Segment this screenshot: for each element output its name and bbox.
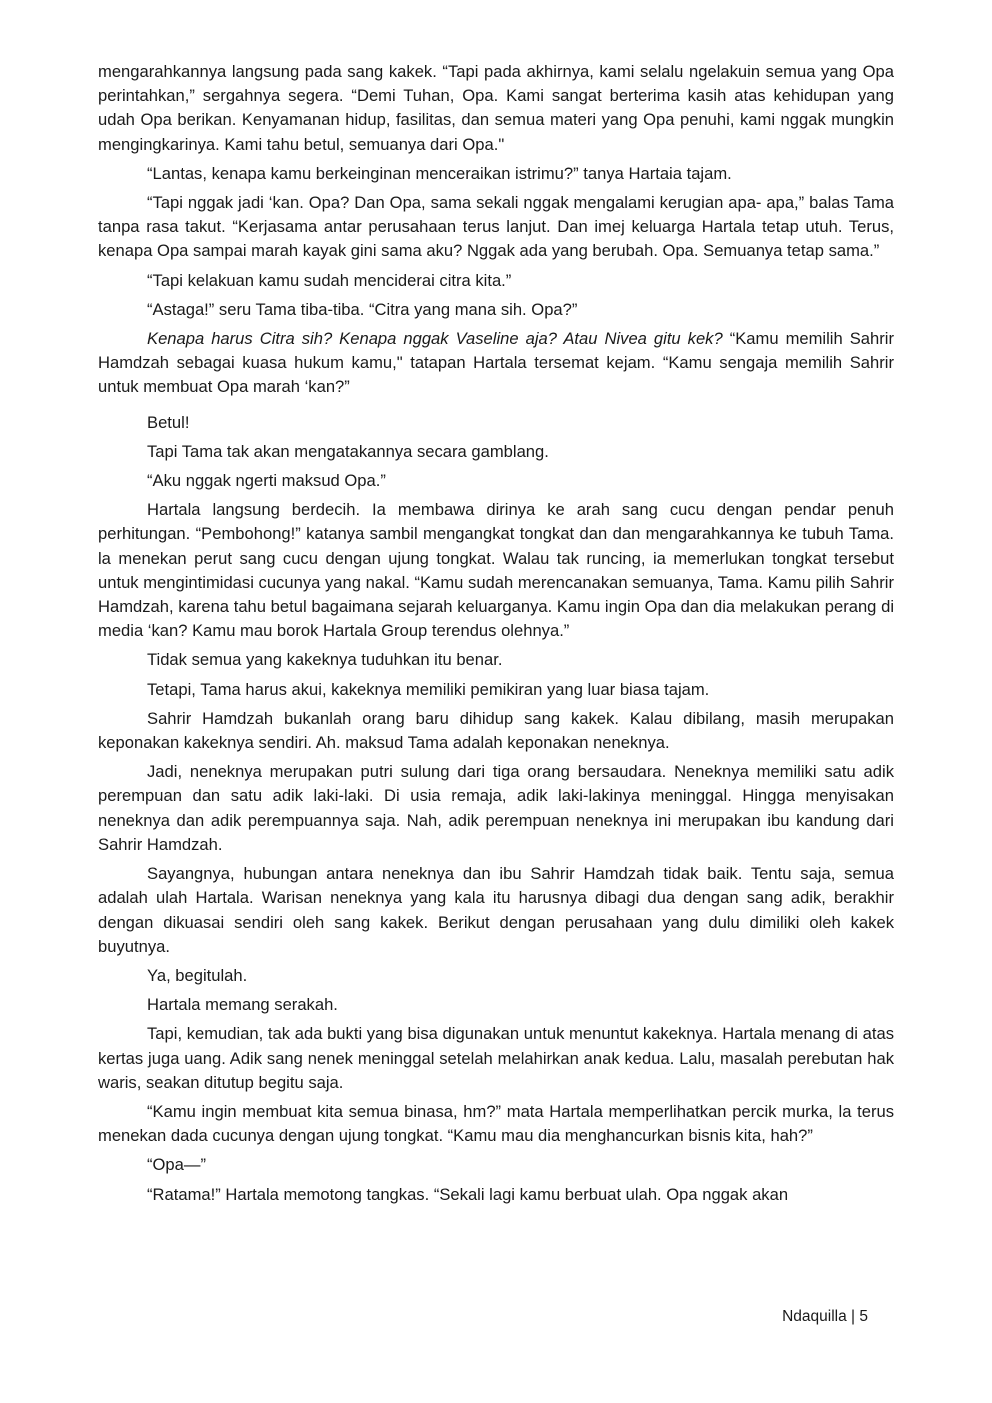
italic-thought: Kenapa harus Citra sih? Kenapa nggak Vaseline aja? Atau Nivea gitu kek? xyxy=(147,329,723,349)
paragraph: Sahrir Hamdzah bukanlah orang baru dihidup sang kakek. Kalau dibilang, masih merupakan keponakan kakeknya sendiri. Ah. maksud Tama adalah keponakan neneknya. xyxy=(98,708,894,753)
paragraph: Betul! xyxy=(147,412,190,432)
paragraph: “Tapi nggak jadi ‘kan. Opa? Dan Opa, sama sekali nggak mengalami kerugian apa- apa,” balas Tama tanpa rasa takut. “Kerjasama antar perusahaan terus lanjut. Dan imej keluarga Hartala tetap utuh. Terus, kenapa Opa sampai marah kayak gini sama aku? Nggak ada yang berubah. Opa. Semuanya tetap sama.” xyxy=(98,193,894,261)
paragraph: Tetapi, Tama harus akui, kakeknya memiliki pemikiran yang luar biasa tajam. xyxy=(147,679,710,699)
paragraph: Tapi Tama tak akan mengatakannya secara gamblang. xyxy=(147,441,549,461)
paragraph: Tapi, kemudian, tak ada bukti yang bisa digunakan untuk menuntut kakeknya. Hartala menang di atas kertas juga uang. Adik sang nenek meninggal setelah melahirkan anak kedua. Lalu, masalah perebutan hak waris, seakan ditutup begitu saja. xyxy=(98,1024,894,1092)
paragraph: mengarahkannya langsung pada sang kakek. “Tapi pada akhirnya, kami selalu ngelakuin semua yang Opa perintahkan,” sergahnya segera. “Demi Tuhan, Opa. Kami sangat berterima kasih atas kehidupan yang udah Opa berikan. Kenyamanan hidup, fasilitas, dan semua materi yang Opa penuhi, kami nggak mungkin mengingkarinya. Kami tahu betul, semuanya dari Opa." xyxy=(98,62,894,154)
paragraph: “Tapi kelakuan kamu sudah menciderai citra kita.” xyxy=(147,270,512,290)
paragraph-mixed xyxy=(98,327,894,400)
paragraph: Ya, begitulah. xyxy=(147,965,248,985)
paragraph: “Opa—” xyxy=(147,1155,207,1175)
paragraph: “Ratama!” Hartala memotong tangkas. “Sekali lagi kamu berbuat ulah. Opa nggak akan xyxy=(147,1184,789,1204)
body-text xyxy=(98,60,894,1212)
page-footer: Ndaquilla | 5 xyxy=(782,1308,868,1325)
paragraph: “Aku nggak ngerti maksud Opa.” xyxy=(147,471,386,491)
paragraph: Hartala langsung berdecih. Ia membawa dirinya ke arah sang cucu dengan pendar penuh perhitungan. “Pembohong!” katanya sambil mengangkat tongkat dan dan mengarahkannya ke tubuh Tama. la menekan perut sang cucu dengan ujung tongkat. Walau tak runcing, ia memerlukan tongkat tersebut untuk mengintimidasi cucunya yang nakal. “Kamu sudah merencanakan semuanya, Tama. Kamu pilih Sahrir Hamdzah, karena tahu betul bagaimana sejarah keluarganya. Kamu ingin Opa dan dia melakukan perang di media ‘kan? Kamu mau borok Hartala Group terendus olehnya.” xyxy=(98,500,894,641)
paragraph: Jadi, neneknya merupakan putri sulung dari tiga orang bersaudara. Neneknya memiliki satu adik perempuan dan satu adik laki-laki. Di usia remaja, adik laki-lakinya meninggal. Hingga menyisakan neneknya dan adik perempuannya saja. Nah, adik perempuan neneknya ini merupakan ibu kandung dari Sahrir Hamdzah. xyxy=(98,762,894,854)
dialogue-text: “Kamu memilih Sahrir Hamdzah sebagai kuasa hukum kamu," tatapan Hartala tersemat kejam. “Kamu sengaja memilih Sahrir untuk membuat Opa marah ‘kan?” xyxy=(98,329,894,397)
paragraph: “Astaga!” seru Tama tiba-tiba. “Citra yang mana sih. Opa?” xyxy=(147,299,578,319)
paragraph: Sayangnya, hubungan antara neneknya dan ibu Sahrir Hamdzah tidak baik. Tentu saja, semua adalah ulah Hartala. Warisan neneknya yang kala itu harusnya dibagi dua dengan sang adik, berakhir dengan dikuasai sendiri oleh sang kakek. Berikut dengan perusahaan yang dulu dimiliki oleh kakek buyutnya. xyxy=(98,864,894,956)
paragraph: Hartala memang serakah. xyxy=(147,995,338,1015)
paragraph: “Kamu ingin membuat kita semua binasa, hm?” mata Hartala memperlihatkan percik murka, la terus menekan dada cucunya dengan ujung tongkat. “Kamu mau dia menghancurkan bisnis kita, hah?” xyxy=(98,1101,894,1146)
paragraph: Tidak semua yang kakeknya tuduhkan itu benar. xyxy=(147,650,503,670)
paragraph: “Lantas, kenapa kamu berkeinginan menceraikan istrimu?” tanya Hartaia tajam. xyxy=(147,163,732,183)
